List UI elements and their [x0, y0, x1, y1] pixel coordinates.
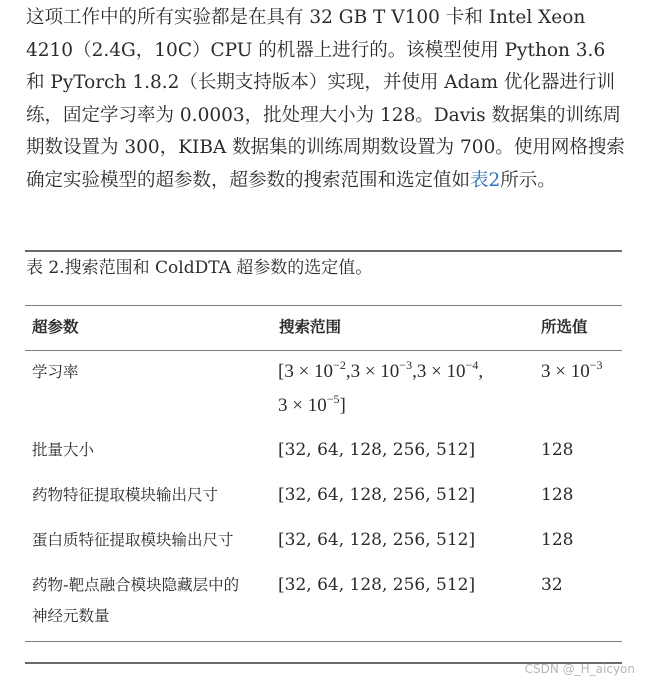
math-value-exp: −3 — [589, 358, 603, 372]
row-range-protein-output: [32, 64, 128, 256, 512] — [278, 530, 476, 550]
math-sep-2: , — [412, 361, 417, 382]
math-value-term: 3 × 10 — [541, 361, 590, 382]
row-value-protein-output: 128 — [541, 530, 574, 550]
math-term-3: 3 × 10 — [416, 361, 466, 382]
csdn-watermark: CSDN @_H_aicyon — [524, 662, 635, 676]
table-2-link[interactable]: 表2 — [470, 169, 501, 191]
table-bottom-rule — [25, 641, 622, 642]
row-param-learning-rate: 学习率 — [32, 363, 79, 381]
row-param-drug-output: 药物特征提取模块输出尺寸 — [32, 486, 219, 504]
math-term-2: 3 × 10 — [350, 361, 400, 382]
math-exp-4: −5 — [326, 392, 340, 406]
row-range-learning-rate — [278, 357, 528, 387]
math-exp-2: −3 — [399, 358, 413, 372]
row-value-batch-size: 128 — [541, 440, 574, 460]
row-param-batch-size: 批量大小 — [32, 441, 95, 459]
paragraph-text-2: 进行训练，固定 — [26, 72, 615, 126]
row-value-fusion-neurons: 32 — [541, 575, 563, 595]
header-selected-value: 所选值 — [541, 318, 588, 336]
row-range-fusion-neurons: [32, 64, 128, 256, 512] — [278, 575, 476, 595]
row-range-drug-output: [32, 64, 128, 256, 512] — [278, 485, 476, 505]
row-param-protein-output: 蛋白质特征提取模块输出尺寸 — [32, 531, 234, 549]
row-range-batch-size: [32, 64, 128, 256, 512] — [278, 440, 476, 460]
paragraph-text-1: 这项工作中的所有实验都是在具有 32 GB T V100 卡和 Intel Xeon 4210（2.4G，10C）CPU 的机器上进行的。该模型使用 Python 3.6 和 PyTorch 1.8.2（长期支持版本）实现，并使用 — [26, 7, 606, 93]
experiment-paragraph — [26, 2, 626, 197]
row-value-learning-rate — [541, 357, 603, 387]
header-search-range: 搜索范围 — [279, 318, 342, 336]
math-sep-1: , — [345, 361, 351, 382]
table-caption: 表 2.搜索范围和 ColdDTA 超参数的选定值。 — [26, 258, 373, 278]
math-exp-1: −2 — [333, 358, 346, 372]
row-param-fusion-neurons: 药物-靶点融合模块隐藏层中的 — [32, 576, 240, 594]
math-term-1: 3 × 10 — [284, 361, 334, 382]
math-sep-3: , — [478, 361, 484, 382]
learning-rate-link[interactable]: 学习率为 — [100, 104, 175, 126]
math-exp-3: −4 — [465, 358, 479, 372]
paragraph-text-3: 0.0003，批处理大小为 128。Davis 数据集的训练周期数设置为 300，KIBA 数据集的训练周期数设置为 700。使用网格搜索确定实验模型的超参数，超参数的搜索范围和选定值如 — [26, 104, 625, 191]
adam-optimizer-link[interactable]: Adam 优化器 — [444, 72, 560, 93]
table-top-rule — [25, 250, 622, 252]
row-value-drug-output: 128 — [541, 485, 574, 505]
header-hyperparameter: 超参数 — [32, 318, 79, 336]
math-close-bracket: ] — [339, 395, 346, 416]
table-header-top-rule — [25, 305, 622, 306]
math-open-bracket: [ — [278, 361, 285, 382]
table-header-bottom-rule — [25, 350, 622, 351]
row-param-fusion-neurons-line2: 神经元数量 — [32, 607, 110, 625]
paragraph-text-4: 所示。 — [500, 169, 556, 191]
math-term-4: 3 × 10 — [278, 395, 327, 416]
row-range-learning-rate-line2 — [278, 391, 346, 421]
